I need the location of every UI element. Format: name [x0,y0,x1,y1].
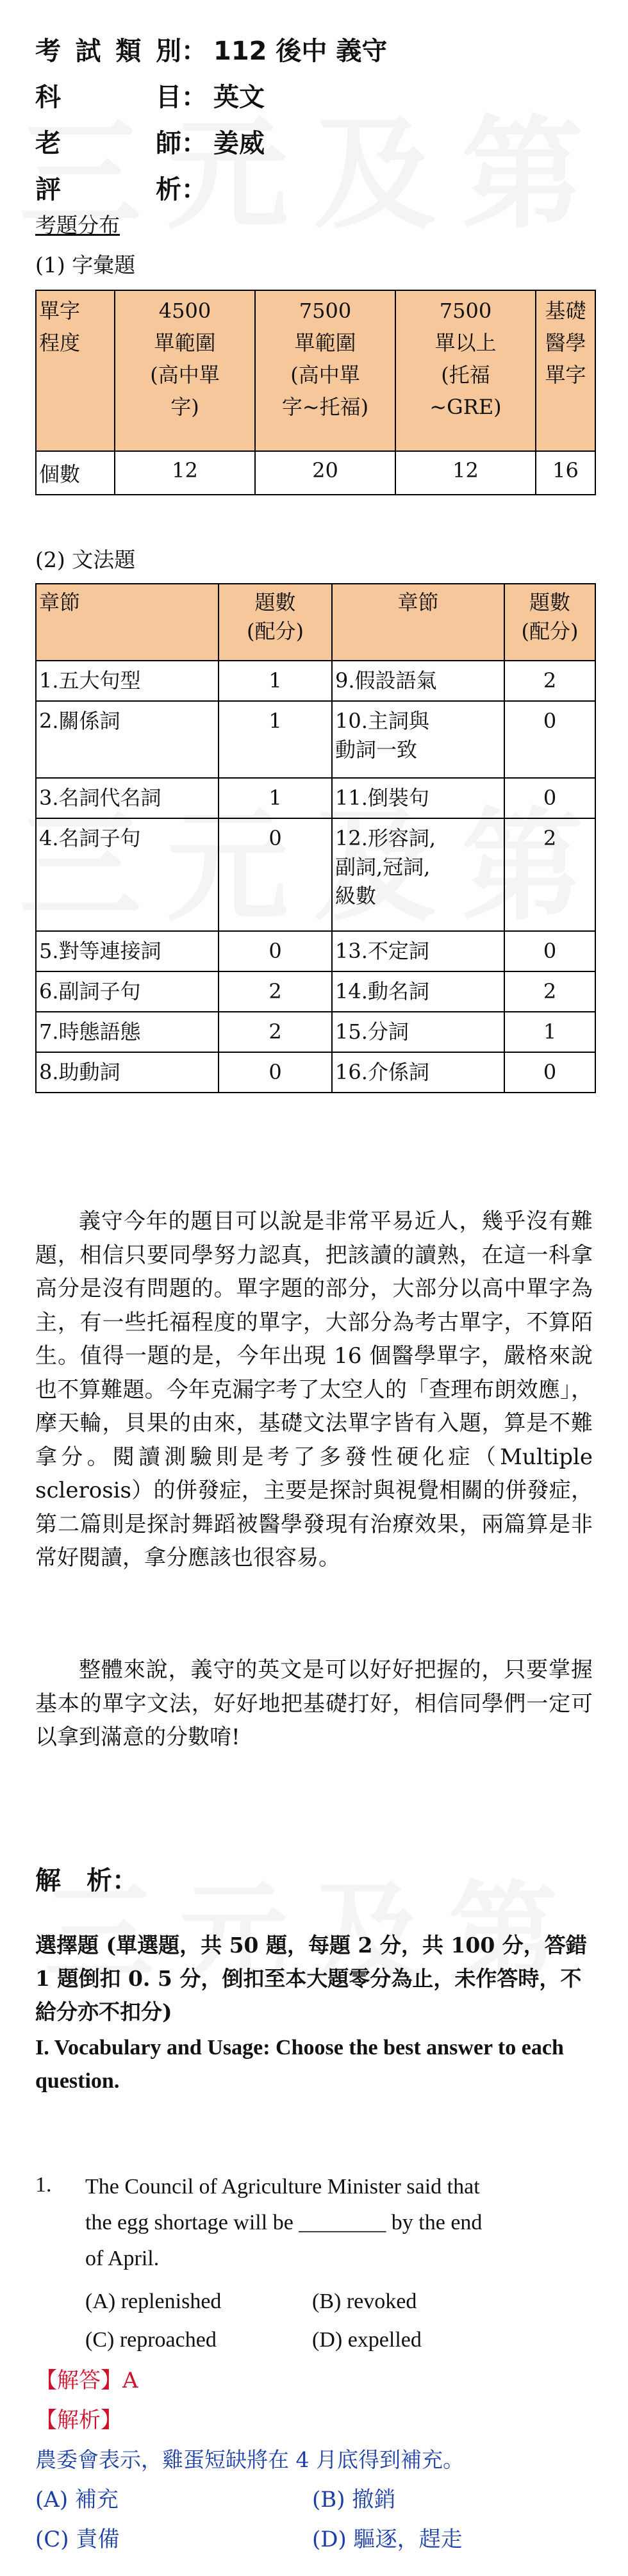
grammar-chapter: 4.名詞子句 [36,818,219,931]
grammar-count: 0 [219,818,332,931]
grammar-count: 0 [504,701,595,778]
grammar-chapter: 2.關係詞 [36,701,219,778]
vocab-count-cell: 12 [115,451,255,495]
table-row [36,971,595,1012]
grammar-chapter: 5.對等連接詞 [36,931,219,971]
grammar-count: 0 [504,1052,595,1093]
header-subject: 科目： 英文 [35,83,265,112]
vocab-count-label: 個數 [36,451,115,495]
grammar-chapter: 6.副詞子句 [36,971,219,1012]
analysis-title: 解 析： [35,1866,138,1895]
grammar-heading: (2) 文法題 [35,547,136,572]
vocab-header-4500: 4500 單範圍 (高中單 字) [115,290,255,451]
grammar-header-chapter: 章節 [332,584,504,661]
vocab-header-7500-plus: 7500 單以上 (托福 ~GRE) [395,290,536,451]
question-stem [85,2169,598,2277]
question-stem-line: of April. [85,2247,160,2270]
translation-b: (B) 撤銷 [312,2487,396,2513]
grammar-chapter: 13.不定詞 [332,931,504,971]
grammar-chapter: 3.名詞代名詞 [36,778,219,818]
section-title: I. Vocabulary and Usage: Choose the best answer to each question. [35,2036,564,2093]
grammar-count: 2 [219,1012,332,1052]
table-row [36,931,595,971]
grammar-count: 2 [504,818,595,931]
grammar-chapter: 14.動名詞 [332,971,504,1012]
answer-explanation: 農委會表示，雞蛋短缺將在 4 月底得到補充。 [35,2447,464,2472]
grammar-count: 0 [504,931,595,971]
grammar-header-count: 題數 (配分) [504,584,595,661]
grammar-count: 2 [504,661,595,701]
vocab-header-level: 單字 程度 [36,290,115,451]
grammar-chapter: 10.主詞與 動詞一致 [332,701,504,778]
section-intro: 選擇題 (單選題，共 50 題，每題 2 分，共 100 分，答錯 1 題倒扣 0. 5 分，倒扣至本大題零分為止，未作答時，不給分亦不扣分) [35,1933,587,2024]
distribution-title: 考題分布 [35,213,120,238]
answer-label: 【解答】A [35,2368,138,2393]
option-c: (C) reproached [85,2328,217,2352]
grammar-count: 1 [219,661,332,701]
vocab-count-cell: 12 [395,451,536,495]
grammar-chapter: 8.助動詞 [36,1052,219,1093]
vocab-header-7500: 7500 單範圍 (高中單 字~托福) [255,290,395,451]
grammar-count: 0 [219,931,332,971]
vocab-count-cell: 16 [536,451,595,495]
question-number: 1. [35,2173,52,2197]
translation-d: (D) 驅逐，趕走 [312,2527,463,2552]
table-row [36,701,595,778]
option-a: (A) replenished [85,2290,222,2313]
translation-c: (C) 責備 [35,2527,120,2552]
vocab-header-medical: 基礎 醫學 單字 [536,290,595,451]
grammar-chapter: 11.倒裝句 [332,778,504,818]
table-row [36,818,595,931]
vocab-heading: (1) 字彙題 [35,252,136,277]
table-row [36,1052,595,1093]
grammar-chapter: 15.分詞 [332,1012,504,1052]
grammar-chapter: 9.假設語氣 [332,661,504,701]
question-stem-line: The Council of Agriculture Minister said that [85,2175,480,2199]
vocab-count-cell: 20 [255,451,395,495]
grammar-header-chapter: 章節 [36,584,219,661]
grammar-chapter: 1.五大句型 [36,661,219,701]
table-row [36,1012,595,1052]
explanation-label: 【解析】 [35,2407,122,2433]
grammar-table [35,583,596,1093]
grammar-header-count: 題數 (配分) [219,584,332,661]
grammar-count: 0 [219,1052,332,1093]
commentary-paragraph: 整體來說，義守的英文是可以好好把握的，只要掌握基本的單字文法，好好地把基礎打好，相信同學們一定可以拿到滿意的分數唷! [35,1657,593,1750]
table-row [36,778,595,818]
table-row [36,661,595,701]
grammar-chapter: 16.介係詞 [332,1052,504,1093]
vocab-table [35,290,596,495]
grammar-chapter: 12.形容詞, 副詞,冠詞, 級數 [332,818,504,931]
question-stem-line: the egg shortage will be ________ by the end [85,2211,483,2234]
grammar-count: 2 [219,971,332,1012]
translation-a: (A) 補充 [35,2487,119,2513]
grammar-count: 1 [219,701,332,778]
grammar-count: 2 [504,971,595,1012]
grammar-chapter: 7.時態語態 [36,1012,219,1052]
grammar-count: 1 [504,1012,595,1052]
option-d: (D) expelled [312,2328,422,2352]
grammar-count: 0 [504,778,595,818]
header-review: 評析： [35,175,207,204]
commentary-paragraph: 義守今年的題目可以說是非常平易近人，幾乎沒有難題，相信只要同學努力認真，把該讀的讀熟，在這一科拿高分是沒有問題的。單字題的部分，大部分以高中單字為主，有一些托福程度的單字，大部分為考古單字，不算陌生。值得一題的是，今年出現 16 個醫學單字，嚴格來說也不算難題。今年克漏字考了太空人的「查理布朗效應」，摩天輪，貝果的由來，基礎文法單字皆有入題，算是不難拿分。閱讀測驗則是考了多發性硬化症（Multiple sclerosis）的併發症，主要是探討與視覺相關的併發症，第二篇則是探討舞蹈被醫學發現有治療效果，兩篇算是非常好閱讀，拿分應該也很容易。 [35,1209,593,1571]
grammar-count: 1 [219,778,332,818]
header-teacher: 老師： 姜威 [35,129,265,158]
header-exam-category: 考試類別： 112 後中 義守 [35,37,388,66]
option-b: (B) revoked [312,2290,417,2313]
